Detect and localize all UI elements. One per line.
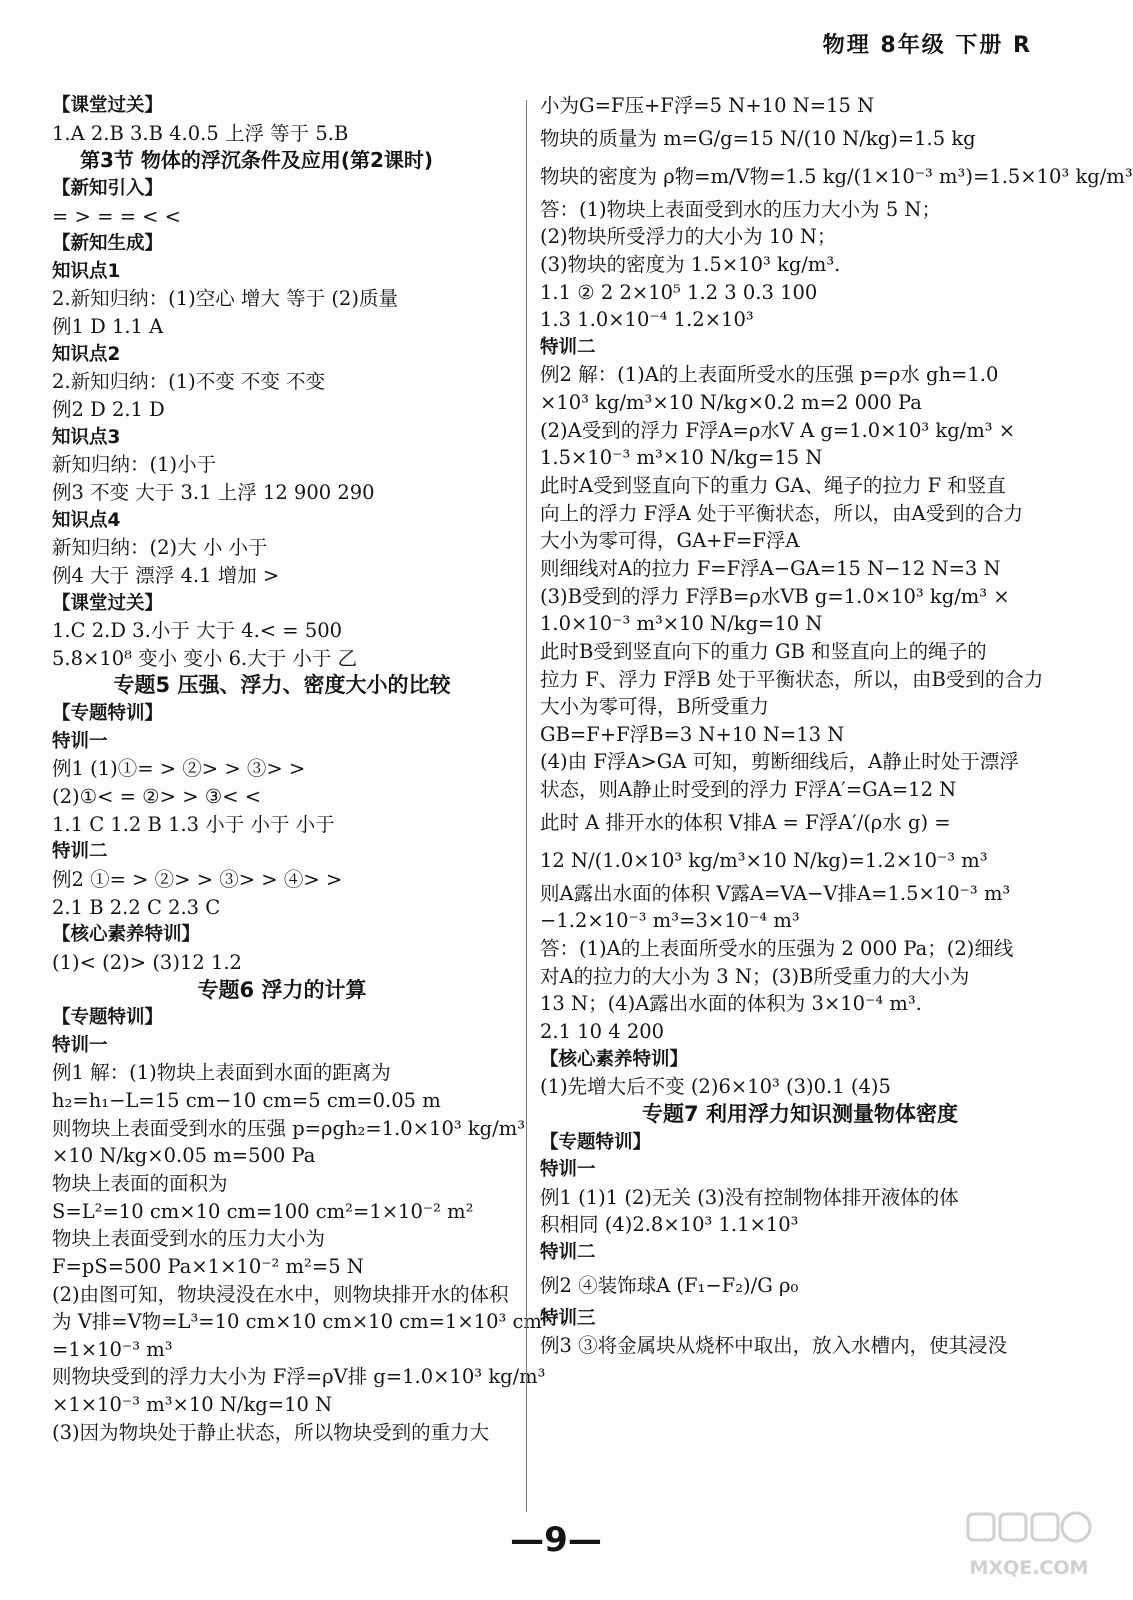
left-column-line: 2.1 B 2.2 C 2.3 C	[52, 895, 221, 919]
left-column-line: 知识点1	[52, 260, 121, 282]
left-column-line: ×1×10⁻³ m³×10 N/kg=10 N	[52, 1393, 333, 1417]
left-column	[52, 92, 550, 1530]
left-column-line: (1)< (2)> (3)12 1.2	[52, 950, 242, 974]
right-column-line: (1)先增大后不变 (2)6×10³ (3)0.1 (4)5	[540, 1075, 891, 1099]
left-column-line: 2.新知归纳：(1)空心 增大 等于 (2)质量	[52, 287, 398, 311]
right-column-line: GB=F+F浮B=3 N+10 N=13 N	[540, 722, 845, 746]
right-column-line: 【专题特训】	[540, 1131, 652, 1153]
page-header: 物理 8年级 下册 R	[822, 33, 1032, 58]
left-column-line: 1.1 C 1.2 B 1.3 小于 小于 小于	[52, 812, 335, 836]
right-column-line: 答：(1)物块上表面受到水的压力大小为 5 N；	[540, 197, 941, 221]
right-column-line: 物块的质量为 m=G/g=15 N/(10 N/kg)=1.5 kg	[540, 126, 976, 150]
right-column-line: 特训三	[540, 1307, 596, 1329]
svg-text:MXQE.COM: MXQE.COM	[969, 1557, 1089, 1579]
left-column-line: =1×10⁻³ m³	[52, 1337, 173, 1361]
right-column-line: 则细线对A的拉力 F=F浮A−GA=15 N−12 N=3 N	[540, 556, 1001, 580]
column-divider	[526, 100, 527, 1512]
right-column-line: 向上的浮力 F浮A 处于平衡状态，所以，由A受到的合力	[540, 501, 1024, 525]
left-column-line: 例3 不变 大于 3.1 上浮 12 900 290	[52, 480, 375, 504]
right-column-line: (3)B受到的浮力 F浮B=ρ水VB g=1.0×10³ kg/m³ ×	[540, 584, 1010, 608]
left-column-line: 新知归纳：(1)小于	[52, 453, 217, 477]
left-column-line: 例1 D 1.1 A	[52, 315, 164, 339]
left-column-line: 则物块上表面受到水的压强 p=ρgh₂=1.0×10³ kg/m³	[52, 1116, 526, 1140]
left-column-line: 【课堂过关】	[52, 592, 164, 614]
left-column-line: 特训一	[52, 730, 108, 752]
left-column-line: 例1 (1)①= > ②> > ③> >	[52, 757, 306, 781]
left-column-line: h₂=h₁−L=15 cm−10 cm=5 cm=0.05 m	[52, 1089, 441, 1113]
right-column-line: 1.5×10⁻³ m³×10 N/kg=15 N	[540, 446, 823, 470]
left-column-line: 例2 ①= > ②> > ③> > ④> >	[52, 867, 343, 891]
left-column-line: 知识点4	[52, 509, 121, 531]
right-column-line: 1.1 ② 2 2×10⁵ 1.2 3 0.3 100	[540, 280, 818, 304]
right-column-line: ×10³ kg/m³×10 N/kg×0.2 m=2 000 Pa	[540, 391, 922, 415]
left-column-line: 2.新知归纳：(1)不变 不变 不变	[52, 370, 326, 394]
right-column-line: 特训一	[540, 1159, 596, 1181]
left-column-line: 1.C 2.D 3.小于 大于 4.< = 500	[52, 619, 343, 643]
right-column-line: 大小为零可得，GA+F=F浮A	[540, 529, 800, 553]
left-column-line: 例2 D 2.1 D	[52, 398, 165, 422]
page-number: —9—	[510, 1520, 602, 1560]
right-column-line: 特训二	[540, 336, 596, 358]
right-column-line: −1.2×10⁻³ m³=3×10⁻⁴ m³	[540, 909, 800, 933]
left-column-line: ×10 N/kg×0.05 m=500 Pa	[52, 1144, 316, 1168]
left-column-line: 【课堂过关】	[52, 95, 164, 116]
right-column-line: 例1 (1)1 (2)无关 (3)没有控制物体排开液体的体	[540, 1185, 959, 1209]
left-column-line: 新知归纳：(2)大 小 小于	[52, 536, 268, 560]
right-column-line: (3)物块的密度为 1.5×10³ kg/m³.	[540, 252, 841, 276]
right-column-line: 例3 ③将金属块从烧杯中取出，放入水槽内，使其浸没	[540, 1334, 1008, 1358]
right-column-line: 例2 ④装饰球A (F₁−F₂)/G ρ₀	[540, 1273, 799, 1297]
left-column-line: 1.A 2.B 3.B 4.0.5 上浮 等于 5.B	[52, 121, 349, 145]
right-column-line: 大小为零可得，B所受重力	[540, 695, 769, 719]
left-column-line: (2)①< = ②> > ③< <	[52, 785, 262, 809]
left-column-line: 则物块受到的浮力大小为 F浮=ρV排 g=1.0×10³ kg/m³	[52, 1365, 546, 1389]
left-column-line: 【核心素养特训】	[52, 924, 201, 946]
right-column-line: 【核心素养特训】	[540, 1048, 689, 1070]
left-column-line: (2)由图可知，物块浸没在水中，则物块排开水的体积	[52, 1282, 509, 1306]
left-column-line: 专题5 压强、浮力、密度大小的比较	[113, 673, 451, 698]
left-column-line: 为 V排=V物=L³=10 cm×10 cm×10 cm=1×10³ cm³	[52, 1310, 550, 1334]
right-column-line: 1.0×10⁻³ m³×10 N/kg=10 N	[540, 612, 823, 636]
left-column-line: 【新知生成】	[52, 233, 164, 255]
left-column-line: 物块上表面受到水的压力大小为	[52, 1227, 326, 1251]
left-column-line: 【专题特训】	[52, 1007, 164, 1029]
left-column-line: S=L²=10 cm×10 cm=100 cm²=1×10⁻² m²	[52, 1199, 474, 1223]
left-column-line: 知识点3	[52, 426, 121, 448]
right-column-line: 答：(1)A的上表面所受水的压强为 2 000 Pa；(2)细线	[540, 937, 1014, 961]
right-column-line: (4)由 F浮A>GA 可知，剪断细线后，A静止时处于漂浮	[540, 750, 1019, 774]
left-column-line: 知识点2	[52, 343, 121, 365]
right-column-line: 此时 A 排开水的体积 V排A = F浮A′/(ρ水 g) =	[540, 810, 951, 834]
left-column-line: 5.8×10⁸ 变小 变小 6.大于 小于 乙	[52, 646, 358, 670]
left-column-line: (3)因为物块处于静止状态，所以物块受到的重力大	[52, 1420, 490, 1444]
right-column-line: 例2 解：(1)A的上表面所受水的压强 p=ρ水 gh=1.0	[540, 363, 999, 387]
right-column-line: 物块的密度为 ρ物=m/V物=1.5 kg/(1×10⁻³ m³)=1.5×10³ kg/m³	[540, 164, 1133, 188]
right-column-line: 1.3 1.0×10⁻⁴ 1.2×10³	[540, 308, 754, 332]
left-column-line: 特训二	[52, 841, 108, 863]
right-column-line: (2)A受到的浮力 F浮A=ρ水V A g=1.0×10³ kg/m³ ×	[540, 418, 1016, 442]
right-column-line: 积相同 (4)2.8×10³ 1.1×10³	[540, 1213, 799, 1237]
right-column-line: 状态，则A静止时受到的浮力 F浮A′=GA=12 N	[540, 778, 957, 802]
left-column-line: 物块上表面的面积为	[52, 1171, 228, 1195]
right-column-line: 13 N；(4)A露出水面的体积为 3×10⁻⁴ m³.	[540, 992, 922, 1016]
watermark-logo	[964, 1508, 1094, 1592]
right-column-line: 2.1 10 4 200	[540, 1019, 665, 1043]
right-column-line: 拉力 F、浮力 F浮B 处于平衡状态，所以，由B受到的合力	[540, 667, 1044, 691]
left-column-line: F=pS=500 Pa×1×10⁻² m²=5 N	[52, 1254, 364, 1278]
left-column-line: 例1 解：(1)物块上表面到水面的距离为	[52, 1061, 391, 1085]
right-column	[540, 92, 1133, 1530]
left-column-line: 【专题特训】	[52, 703, 164, 725]
left-column-line: 特训一	[52, 1034, 108, 1056]
right-column-line: (2)物块所受浮力的大小为 10 N；	[540, 225, 837, 249]
left-column-line: 第3节 物体的浮沉条件及应用(第2课时)	[80, 148, 434, 173]
right-column-line: 小为G=F压+F浮=5 N+10 N=15 N	[540, 94, 875, 117]
right-column-line: 专题7 利用浮力知识测量物体密度	[642, 1101, 958, 1126]
right-column-line: 对A的拉力的大小为 3 N；(3)B所受重力的大小为	[540, 964, 970, 988]
right-column-line: 则A露出水面的体积 V露A=VA−V排A=1.5×10⁻³ m³	[540, 881, 1011, 905]
left-column-line: 专题6 浮力的计算	[197, 977, 367, 1002]
right-column-line: 此时A受到竖直向下的重力 GA、绳子的拉力 F 和竖直	[540, 474, 1006, 498]
right-column-line: 12 N/(1.0×10³ kg/m³×10 N/kg)=1.2×10⁻³ m³	[540, 848, 988, 872]
left-column-line: 例4 大于 漂浮 4.1 增加 >	[52, 563, 280, 587]
left-column-line: = > = = < <	[52, 204, 182, 228]
left-column-line: 【新知引入】	[52, 177, 164, 199]
right-column-line: 特训二	[540, 1242, 596, 1264]
right-column-line: 此时B受到竖直向下的重力 GB 和竖直向上的绳子的	[540, 639, 987, 663]
